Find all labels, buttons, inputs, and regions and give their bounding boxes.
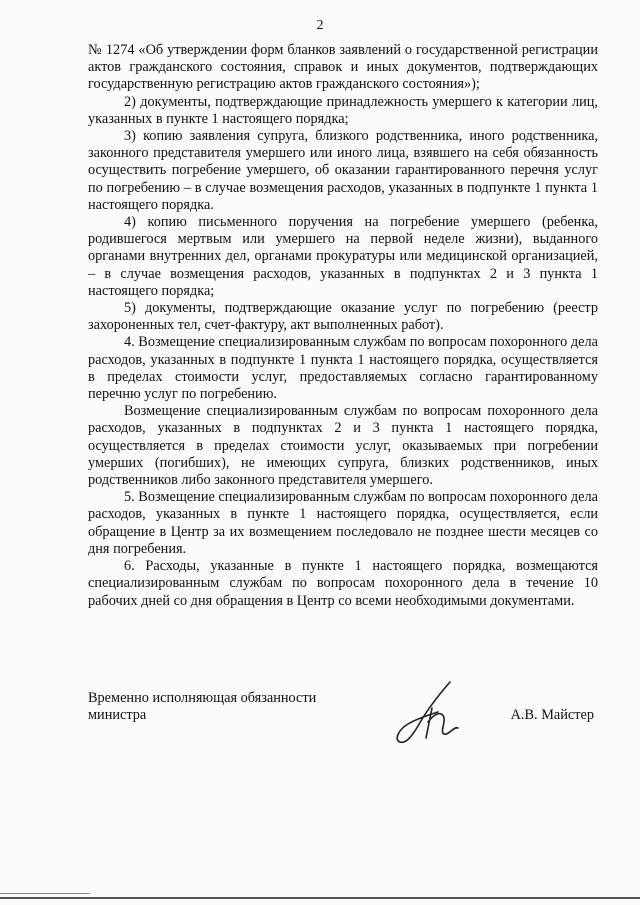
page-number: 2 (316, 18, 324, 33)
signatory-name: А.В. Майстер (510, 707, 594, 723)
signatory-title (88, 690, 368, 724)
paragraph-clause-5: 5. Возмещение специализированным службам по вопросам похоронного дела расходов, указанных в пункте 1 настоящего порядка, осуществляется, если обращение в Центр за их возмещением последовало не позднее шести месяцев со дня погребения. (88, 489, 598, 557)
paragraph-item-4: 4) копию письменного поручения на погребение умершего (ребенка, родившегося мертвым или умершего на первой неделе жизни), выданного органами внутренних дел, органами прокуратуры или медицинской организацией, – в случае возмещения расходов, указанных в подпунктах 2 и 3 пункта 1 настоящего порядка; (88, 214, 598, 299)
paragraph-item-5: 5) документы, подтверждающие оказание услуг по погребению (реестр захороненных тел, счет-фактуру, акт выполненных работ). (88, 300, 598, 334)
signatory-title-line-1: Временно исполняющая обязанности (88, 690, 317, 706)
paragraph-clause-4-continued: Возмещение специализированным службам по вопросам похоронного дела расходов, указанных в подпунктах 2 и 3 пункта 1 настоящего порядка, осуществляется в пределах стоимости услуг, оказываемых при погребении умерших (погибших), не имеющих супруга, близких родственников, иных родственников либо законного представителя умершего. (88, 403, 598, 489)
bottom-divider (0, 897, 640, 899)
signature-block (88, 690, 598, 770)
paragraph-clause-6: 6. Расходы, указанные в пункте 1 настоящего порядка, возмещаются специализированным службам по вопросам похоронного дела в течение 10 рабочих дней со дня обращения в Центр со всеми необходимыми документами. (88, 558, 598, 609)
signatory-title-line-2: министра (88, 707, 147, 724)
document-body (88, 42, 598, 610)
paragraph-item-2: 2) документы, подтверждающие принадлежность умершего к категории лиц, указанных в пункте 1 настоящего порядка; (88, 93, 598, 127)
handwritten-signature (388, 678, 478, 748)
paragraph-item-3: 3) копию заявления супруга, близкого родственника, иного родственника, законного представителя умершего или иного лица, взявшего на себя обязанность осуществить погребение умершего, об оказании гарантированного перечня услуг по погребению – в случае возмещения расходов, указанных в подпункте 1 пункта 1 настоящего порядка. (88, 128, 598, 213)
paragraph-continuation: № 1274 «Об утверждении форм бланков заявлений о государственной регистрации актов гражданского состояния, справок и иных документов, подтверждающих государственную регистрацию актов гражданского состояния»); (88, 42, 598, 93)
paragraph-clause-4: 4. Возмещение специализированным службам по вопросам похоронного дела расходов, указанных в подпункте 1 пункта 1 настоящего порядка, осуществляется в пределах стоимости услуг, предоставляемых согласно гарантированному перечню услуг по погребению. (88, 334, 598, 403)
scan-edge-mark (0, 893, 90, 894)
